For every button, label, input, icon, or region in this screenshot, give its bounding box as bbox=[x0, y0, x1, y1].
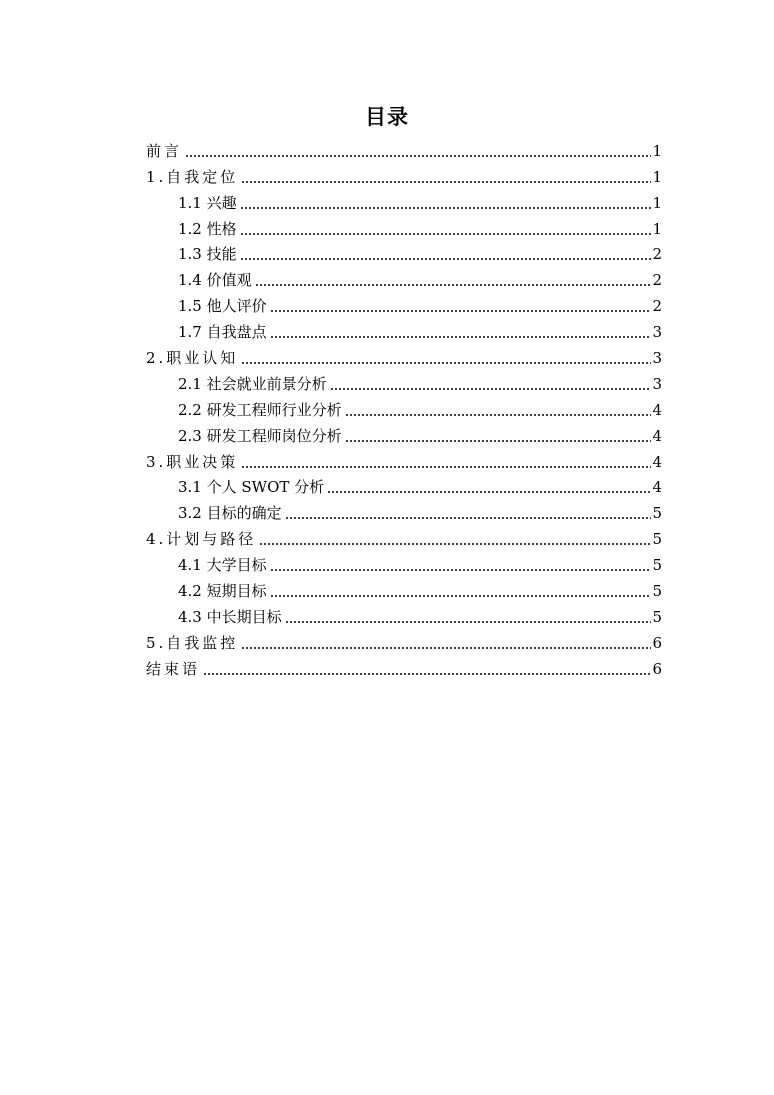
toc-entry-label: 1.2 性格 bbox=[178, 219, 237, 238]
toc-entry-page-number: 1 bbox=[652, 193, 662, 212]
toc-entry-label: 1.7 自我盘点 bbox=[178, 323, 267, 342]
dot-leader bbox=[240, 207, 652, 209]
toc-entry-label: 3.职业决策 bbox=[146, 452, 239, 471]
toc-entry-label: 前言 bbox=[146, 141, 183, 160]
toc-entry-page-number: 5 bbox=[652, 556, 662, 575]
toc-entry[interactable] bbox=[146, 602, 662, 628]
toc-entry[interactable] bbox=[146, 265, 662, 291]
toc-entry-page-number: 4 bbox=[652, 452, 662, 471]
toc-entry-label: 结束语 bbox=[146, 659, 201, 678]
toc-entry-label: 4.2 短期目标 bbox=[178, 582, 267, 601]
dot-leader bbox=[270, 595, 652, 597]
toc-entry[interactable] bbox=[146, 473, 662, 499]
toc-entry-label: 4.3 中长期目标 bbox=[178, 607, 282, 626]
toc-entry[interactable] bbox=[146, 162, 662, 188]
dot-leader bbox=[240, 258, 652, 260]
toc-entry[interactable] bbox=[146, 291, 662, 317]
dot-leader bbox=[270, 336, 652, 338]
dot-leader bbox=[285, 517, 652, 519]
toc-entry-label: 4.1 大学目标 bbox=[178, 556, 267, 575]
toc-entry-label: 1.5 他人评价 bbox=[178, 297, 267, 316]
toc-entry[interactable] bbox=[146, 136, 662, 162]
toc-entry-page-number: 5 bbox=[652, 530, 662, 549]
toc-entry[interactable] bbox=[146, 395, 662, 421]
toc-entry-label: 1.自我定位 bbox=[146, 167, 239, 186]
dot-leader bbox=[270, 310, 652, 312]
toc-entry[interactable] bbox=[146, 343, 662, 369]
dot-leader bbox=[241, 466, 651, 468]
toc-entry-page-number: 5 bbox=[652, 504, 662, 523]
toc-entry-label: 4.计划与路径 bbox=[146, 530, 257, 549]
toc-entry[interactable] bbox=[146, 188, 662, 214]
dot-leader bbox=[255, 284, 652, 286]
toc-entry-page-number: 3 bbox=[652, 323, 662, 342]
toc-entry-page-number: 2 bbox=[652, 297, 662, 316]
dot-leader bbox=[285, 621, 652, 623]
toc-entry[interactable] bbox=[146, 628, 662, 654]
toc-entry-label: 3.1 个人 SWOT 分析 bbox=[178, 478, 325, 497]
toc-entry-page-number: 2 bbox=[652, 271, 662, 290]
toc-entry[interactable] bbox=[146, 214, 662, 240]
toc-entry-page-number: 5 bbox=[652, 582, 662, 601]
toc-entry-label: 1.1 兴趣 bbox=[178, 193, 237, 212]
toc-entry-page-number: 3 bbox=[652, 349, 662, 368]
toc-entry-page-number: 1 bbox=[652, 219, 662, 238]
toc-entry-label: 2.1 社会就业前景分析 bbox=[178, 374, 327, 393]
dot-leader bbox=[330, 388, 652, 390]
toc-entry-label: 1.4 价值观 bbox=[178, 271, 252, 290]
toc-entry-page-number: 4 bbox=[652, 400, 662, 419]
toc-entry[interactable] bbox=[146, 576, 662, 602]
dot-leader bbox=[241, 362, 651, 364]
dot-leader bbox=[241, 181, 651, 183]
dot-leader bbox=[241, 647, 651, 649]
toc-entry[interactable] bbox=[146, 524, 662, 550]
toc-entry[interactable] bbox=[146, 240, 662, 266]
toc-entry-page-number: 2 bbox=[652, 245, 662, 264]
toc-entry-label: 3.2 目标的确定 bbox=[178, 504, 282, 523]
toc-entry-page-number: 1 bbox=[652, 141, 662, 160]
toc-entry-page-number: 4 bbox=[652, 426, 662, 445]
toc-entry[interactable] bbox=[146, 369, 662, 395]
dot-leader bbox=[345, 440, 652, 442]
toc-entry-label: 5.自我监控 bbox=[146, 633, 239, 652]
toc-entry-label: 2.2 研发工程师行业分析 bbox=[178, 400, 342, 419]
dot-leader bbox=[240, 233, 652, 235]
toc-entry[interactable] bbox=[146, 317, 662, 343]
toc-entry[interactable] bbox=[146, 550, 662, 576]
toc-title: 目录 bbox=[365, 105, 409, 129]
dot-leader bbox=[185, 155, 651, 157]
dot-leader bbox=[327, 491, 651, 493]
dot-leader bbox=[203, 673, 651, 675]
dot-leader bbox=[259, 543, 651, 545]
toc-entry-page-number: 1 bbox=[652, 167, 662, 186]
toc-entry-label: 1.3 技能 bbox=[178, 245, 237, 264]
dot-leader bbox=[270, 569, 652, 571]
toc-entry[interactable] bbox=[146, 447, 662, 473]
toc-entry-page-number: 6 bbox=[652, 659, 662, 678]
toc-entry-page-number: 4 bbox=[652, 478, 662, 497]
dot-leader bbox=[345, 414, 652, 416]
toc-entry-page-number: 5 bbox=[652, 607, 662, 626]
toc-entry-label: 2.职业认知 bbox=[146, 349, 239, 368]
toc-entry[interactable] bbox=[146, 654, 662, 680]
toc-entry-page-number: 6 bbox=[652, 633, 662, 652]
toc-entry[interactable] bbox=[146, 498, 662, 524]
toc-entry[interactable] bbox=[146, 421, 662, 447]
toc-entry-label: 2.3 研发工程师岗位分析 bbox=[178, 426, 342, 445]
toc-entry-page-number: 3 bbox=[652, 374, 662, 393]
table-of-contents bbox=[146, 136, 662, 680]
